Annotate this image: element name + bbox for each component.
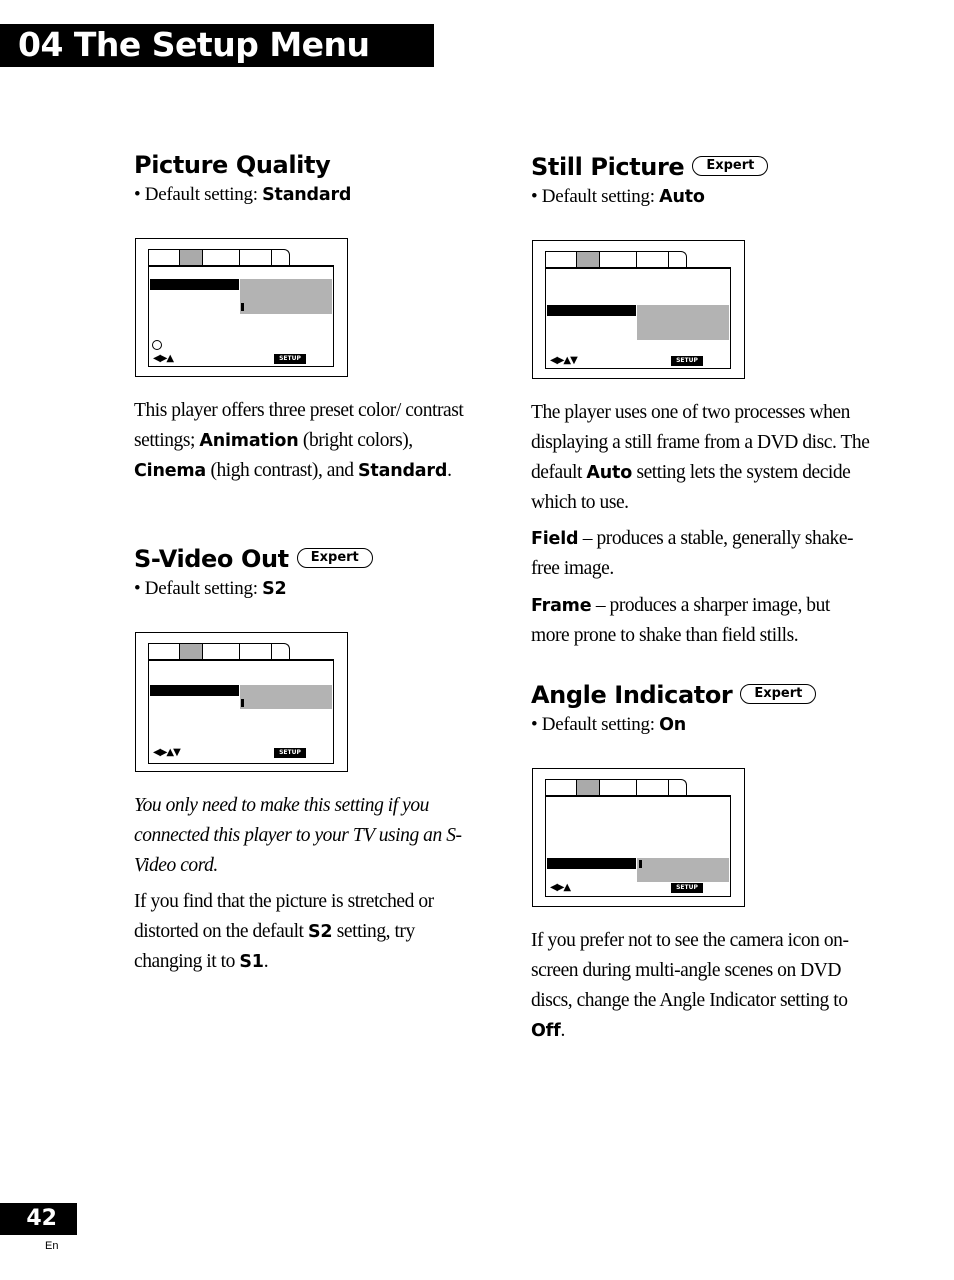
text: The player uses one of two processes when displaying a still frame from a DVD disc. The default [531, 402, 870, 483]
option-s1: S1 [239, 952, 264, 972]
default-value: On [659, 715, 687, 735]
text: . [263, 951, 269, 972]
text: If you prefer not to see the camera icon on-screen during multi-angle scenes on DVD discs, change the Angle Indicator setting to [531, 930, 849, 1011]
option-animation: Animation [199, 431, 299, 451]
option-standard: Standard [358, 461, 448, 481]
menu-tab [239, 643, 272, 659]
text: – produces a stable, generally shake-free image. [531, 528, 854, 579]
options-box [637, 305, 729, 340]
angle-indicator-screen [532, 768, 745, 907]
selected-row [547, 305, 636, 316]
menu-tab [148, 249, 180, 265]
menu-tab-active [179, 643, 203, 659]
nav-arrows-icon: ◀▶▲▼ [550, 355, 577, 366]
right-column [531, 0, 871, 1100]
page-title: 04 The Setup Menu [18, 25, 370, 64]
picture-quality-screen [135, 238, 348, 377]
menu-tab [599, 251, 637, 267]
default-value: Auto [659, 187, 705, 207]
default-prefix: • Default setting: [531, 186, 660, 207]
menu-tab-active [576, 251, 600, 267]
still-picture-description [531, 398, 871, 518]
default-prefix: • Default setting: [134, 184, 263, 205]
expert-badge: Expert [692, 156, 768, 176]
still-picture-frame [531, 591, 871, 651]
text: . [560, 1020, 565, 1041]
options-box [637, 858, 729, 882]
menu-tab-active [576, 779, 600, 795]
menu-tab [668, 251, 687, 267]
options-box [240, 279, 332, 314]
cursor-marker [639, 860, 642, 868]
setup-button: SETUP [274, 354, 306, 364]
nav-arrows-icon: ◀▶▲ [153, 353, 174, 364]
angle-indicator-section [531, 680, 871, 737]
menu-tab [599, 779, 637, 795]
still-picture-field [531, 524, 871, 584]
language-code: En [45, 1240, 59, 1252]
text: – produces a sharper image, but more prone to shake than field stills. [531, 595, 830, 646]
svideo-out-description [134, 887, 474, 977]
setup-button: SETUP [274, 748, 306, 758]
svideo-out-screen [135, 632, 348, 772]
menu-tab [271, 249, 290, 265]
picture-quality-default [134, 183, 474, 207]
svideo-out-title [134, 544, 474, 574]
picture-quality-description [134, 396, 474, 486]
menu-tab [239, 249, 272, 265]
text: If you find that the picture is stretched or distorted on the default [134, 891, 434, 942]
menu-tab [202, 249, 240, 265]
still-picture-screen [532, 240, 745, 379]
text: setting, try changing it to [134, 921, 415, 972]
nav-arrows-icon: ◀▶▲ [550, 882, 571, 893]
picture-quality-section [134, 150, 474, 207]
cursor-marker [241, 699, 244, 707]
setup-button: SETUP [671, 356, 703, 366]
still-picture-title [531, 152, 871, 182]
menu-tab-active [179, 249, 203, 265]
expert-badge: Expert [297, 548, 373, 568]
angle-indicator-title [531, 680, 871, 710]
left-column [134, 0, 474, 1100]
menu-tab [636, 251, 669, 267]
svideo-out-default [134, 577, 474, 601]
menu-tab [636, 779, 669, 795]
svideo-out-section [134, 544, 474, 601]
text: This player offers three preset color/ contrast settings; [134, 400, 464, 451]
selected-row [150, 685, 239, 696]
default-value: S2 [262, 579, 287, 599]
option-frame: Frame [531, 596, 592, 616]
option-off: Off [531, 1021, 561, 1041]
nav-arrows-icon: ◀▶▲▼ [153, 747, 180, 758]
still-picture-default [531, 185, 871, 209]
picture-quality-title: Picture Quality [134, 151, 331, 179]
svideo-out-note: You only need to make this setting if you connected this player to your TV using an S-Video cord. [134, 795, 462, 876]
angle-indicator-title-text: Angle Indicator [531, 681, 733, 709]
menu-tab [545, 779, 577, 795]
menu-tab [148, 643, 180, 659]
option-cinema: Cinema [134, 461, 207, 481]
expert-badge: Expert [740, 684, 816, 704]
menu-tab [545, 251, 577, 267]
circle-icon [152, 340, 162, 350]
svideo-out-title-text: S-Video Out [134, 545, 289, 573]
setup-button: SETUP [671, 883, 703, 893]
text: (bright colors), [298, 430, 413, 451]
selected-row [547, 858, 636, 869]
still-picture-section [531, 152, 871, 209]
option-field: Field [531, 529, 579, 549]
still-picture-title-text: Still Picture [531, 153, 685, 181]
menu-tab [668, 779, 687, 795]
default-value: Standard [262, 185, 352, 205]
default-prefix: • Default setting: [134, 578, 263, 599]
cursor-marker [241, 303, 244, 311]
option-auto: Auto [586, 463, 633, 483]
default-prefix: • Default setting: [531, 714, 660, 735]
option-s2: S2 [307, 922, 333, 942]
angle-indicator-default [531, 713, 871, 737]
text: (high contrast), and [206, 460, 359, 481]
menu-tab [202, 643, 240, 659]
menu-tab [271, 643, 290, 659]
options-box [240, 685, 332, 709]
text: setting lets the system decide which to use. [531, 462, 851, 513]
angle-indicator-description [531, 926, 871, 1046]
selected-row [150, 279, 239, 290]
text: . [447, 460, 452, 481]
page-number: 42 [0, 1203, 77, 1235]
